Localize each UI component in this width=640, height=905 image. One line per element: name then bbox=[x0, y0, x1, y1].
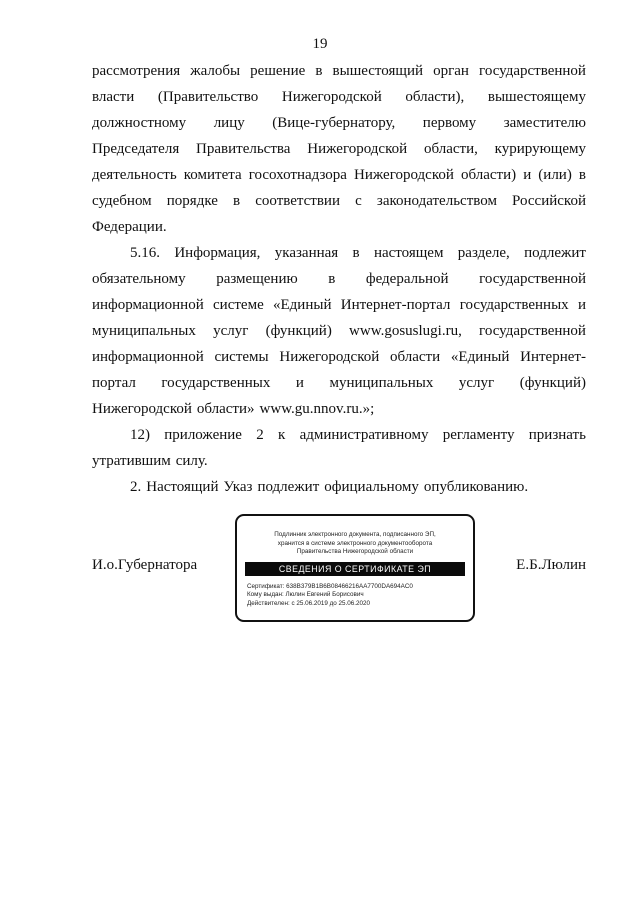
word: 2 bbox=[256, 427, 264, 443]
validity-value: с 25.06.2019 до 25.06.2020 bbox=[291, 599, 371, 607]
certificate-value: 638B379B1B6B08466216AA7700DA694AC0 bbox=[286, 582, 413, 590]
word: власти bbox=[92, 89, 135, 105]
word: силу. bbox=[175, 453, 208, 469]
word: области bbox=[390, 349, 441, 365]
word: государственной bbox=[479, 323, 586, 339]
word: курирующему bbox=[494, 141, 586, 157]
word: признать bbox=[528, 427, 586, 443]
page-number: 19 bbox=[312, 36, 328, 52]
word: (Правительство bbox=[157, 89, 259, 105]
text-line bbox=[92, 370, 586, 396]
word: услуг bbox=[213, 323, 249, 339]
word: информационной bbox=[92, 349, 204, 365]
stamp-header bbox=[237, 531, 473, 557]
word: комитета bbox=[183, 167, 242, 183]
word: государственной bbox=[479, 271, 586, 287]
word: решение bbox=[250, 63, 306, 79]
word: вышестоящий bbox=[332, 63, 424, 79]
word: приложение bbox=[164, 427, 242, 443]
word: услуг bbox=[458, 375, 495, 391]
word: (или) bbox=[538, 167, 572, 183]
stamp-header-line: Подлинник электронного документа, подписанного ЭП, bbox=[274, 531, 436, 538]
word: «Единый bbox=[273, 297, 332, 313]
word: муниципальных bbox=[329, 375, 434, 391]
validity-row bbox=[247, 600, 463, 608]
certificate-label: Сертификат: bbox=[247, 582, 285, 590]
certificate-details bbox=[247, 583, 463, 608]
word: размещению bbox=[216, 271, 298, 287]
word: 12) bbox=[130, 427, 150, 443]
issued-to-row bbox=[247, 591, 463, 599]
word: утратившим bbox=[92, 453, 171, 469]
word: госохотнадзора bbox=[248, 167, 347, 183]
word: к bbox=[278, 427, 286, 443]
word: заместителю bbox=[503, 115, 586, 131]
text-line bbox=[92, 162, 586, 188]
word: Федерации. bbox=[92, 219, 167, 235]
word: орган bbox=[433, 63, 469, 79]
word: Указ bbox=[223, 479, 253, 495]
word: области, bbox=[423, 141, 478, 157]
word: государственных bbox=[161, 375, 271, 391]
text-line bbox=[92, 448, 586, 474]
word: подлежит bbox=[257, 479, 320, 495]
text-line bbox=[92, 136, 586, 162]
word: разделе, bbox=[457, 245, 510, 261]
word: 5.16. bbox=[130, 245, 160, 261]
word: Нижегородской bbox=[279, 349, 380, 365]
text-line bbox=[92, 188, 586, 214]
electronic-signature-stamp bbox=[235, 514, 475, 622]
signature-block bbox=[0, 514, 640, 624]
word: жалобы bbox=[190, 63, 241, 79]
word: в bbox=[578, 167, 586, 183]
text-line bbox=[92, 110, 586, 136]
document-body bbox=[92, 58, 586, 500]
word: должностному bbox=[92, 115, 187, 131]
word: области» bbox=[196, 401, 255, 417]
text-line bbox=[92, 474, 586, 500]
word: Председателя bbox=[92, 141, 180, 157]
word: системы bbox=[214, 349, 269, 365]
word: области), bbox=[405, 89, 465, 105]
word: «Единый bbox=[450, 349, 510, 365]
issued-to-label: Кому выдан: bbox=[247, 591, 284, 599]
text-line bbox=[92, 266, 586, 292]
word: и bbox=[295, 375, 304, 391]
text-line bbox=[92, 318, 586, 344]
word: области) bbox=[460, 167, 517, 183]
word: системе bbox=[213, 297, 264, 313]
word: с bbox=[355, 193, 362, 209]
word: государственной bbox=[479, 63, 586, 79]
word: Нижегородской bbox=[281, 89, 382, 105]
word: Нижегородской bbox=[307, 141, 408, 157]
word: в bbox=[328, 271, 336, 287]
text-line bbox=[92, 58, 586, 84]
validity-label: Действителен: bbox=[247, 599, 290, 607]
word: Настоящий bbox=[146, 479, 219, 495]
text-line bbox=[92, 396, 586, 422]
word: настоящем bbox=[373, 245, 444, 261]
word: вышестоящему bbox=[487, 89, 586, 105]
word: портал bbox=[92, 375, 136, 391]
word: подлежит bbox=[524, 245, 586, 261]
issued-to-value: Люлин Евгений Борисович bbox=[285, 591, 364, 599]
word: в bbox=[352, 245, 360, 261]
signatory-title: И.о.Губернатора bbox=[92, 557, 198, 573]
word: (функций) bbox=[265, 323, 332, 339]
stamp-header-line: Правительства Нижегородской области bbox=[296, 548, 414, 556]
word: порядке bbox=[166, 193, 218, 209]
word: www.gosuslugi.ru, bbox=[349, 323, 462, 339]
text-line bbox=[92, 84, 586, 110]
word: деятельность bbox=[92, 167, 177, 183]
word: соответствии bbox=[255, 193, 340, 209]
word: указанная bbox=[274, 245, 339, 261]
word: рассмотрения bbox=[92, 63, 181, 79]
word: Нижегородской bbox=[92, 401, 192, 417]
word: (функций) bbox=[519, 375, 586, 391]
word: федеральной bbox=[365, 271, 449, 287]
word: в bbox=[233, 193, 241, 209]
word: информационной bbox=[92, 297, 204, 313]
word: официальному bbox=[324, 479, 419, 495]
word: 2. bbox=[130, 479, 142, 495]
word: муниципальных bbox=[92, 323, 196, 339]
word: Нижегородской bbox=[354, 167, 454, 183]
word: государственных bbox=[459, 297, 569, 313]
signatory-name: Е.Б.Люлин bbox=[516, 557, 586, 573]
word: Правительства bbox=[196, 141, 291, 157]
word: законодательством bbox=[376, 193, 497, 209]
word: Информация, bbox=[174, 245, 261, 261]
word: и bbox=[577, 297, 586, 313]
word: www.gu.nnov.ru.»; bbox=[259, 401, 375, 417]
word: регламенту bbox=[442, 427, 515, 443]
text-line bbox=[92, 292, 586, 318]
word: обязательному bbox=[92, 271, 186, 287]
word: административному bbox=[299, 427, 429, 443]
text-line bbox=[92, 344, 586, 370]
word: (Вице-губернатору, bbox=[272, 115, 396, 131]
text-line bbox=[92, 240, 586, 266]
word: Российской bbox=[512, 193, 586, 209]
stamp-header-line: хранится в системе электронного документооборота bbox=[277, 539, 433, 547]
word: Интернет- bbox=[520, 349, 586, 365]
certificate-row bbox=[247, 583, 463, 591]
word: опубликованию. bbox=[423, 479, 529, 495]
certificate-banner: СВЕДЕНИЯ О СЕРТИФИКАТЕ ЭП bbox=[245, 562, 465, 576]
word: судебном bbox=[92, 193, 152, 209]
text-line bbox=[92, 422, 586, 448]
word: Интернет-портал bbox=[340, 297, 451, 313]
word: первому bbox=[422, 115, 477, 131]
word: в bbox=[315, 63, 323, 79]
text-line bbox=[92, 214, 586, 240]
word: и bbox=[523, 167, 532, 183]
word: лицу bbox=[213, 115, 245, 131]
